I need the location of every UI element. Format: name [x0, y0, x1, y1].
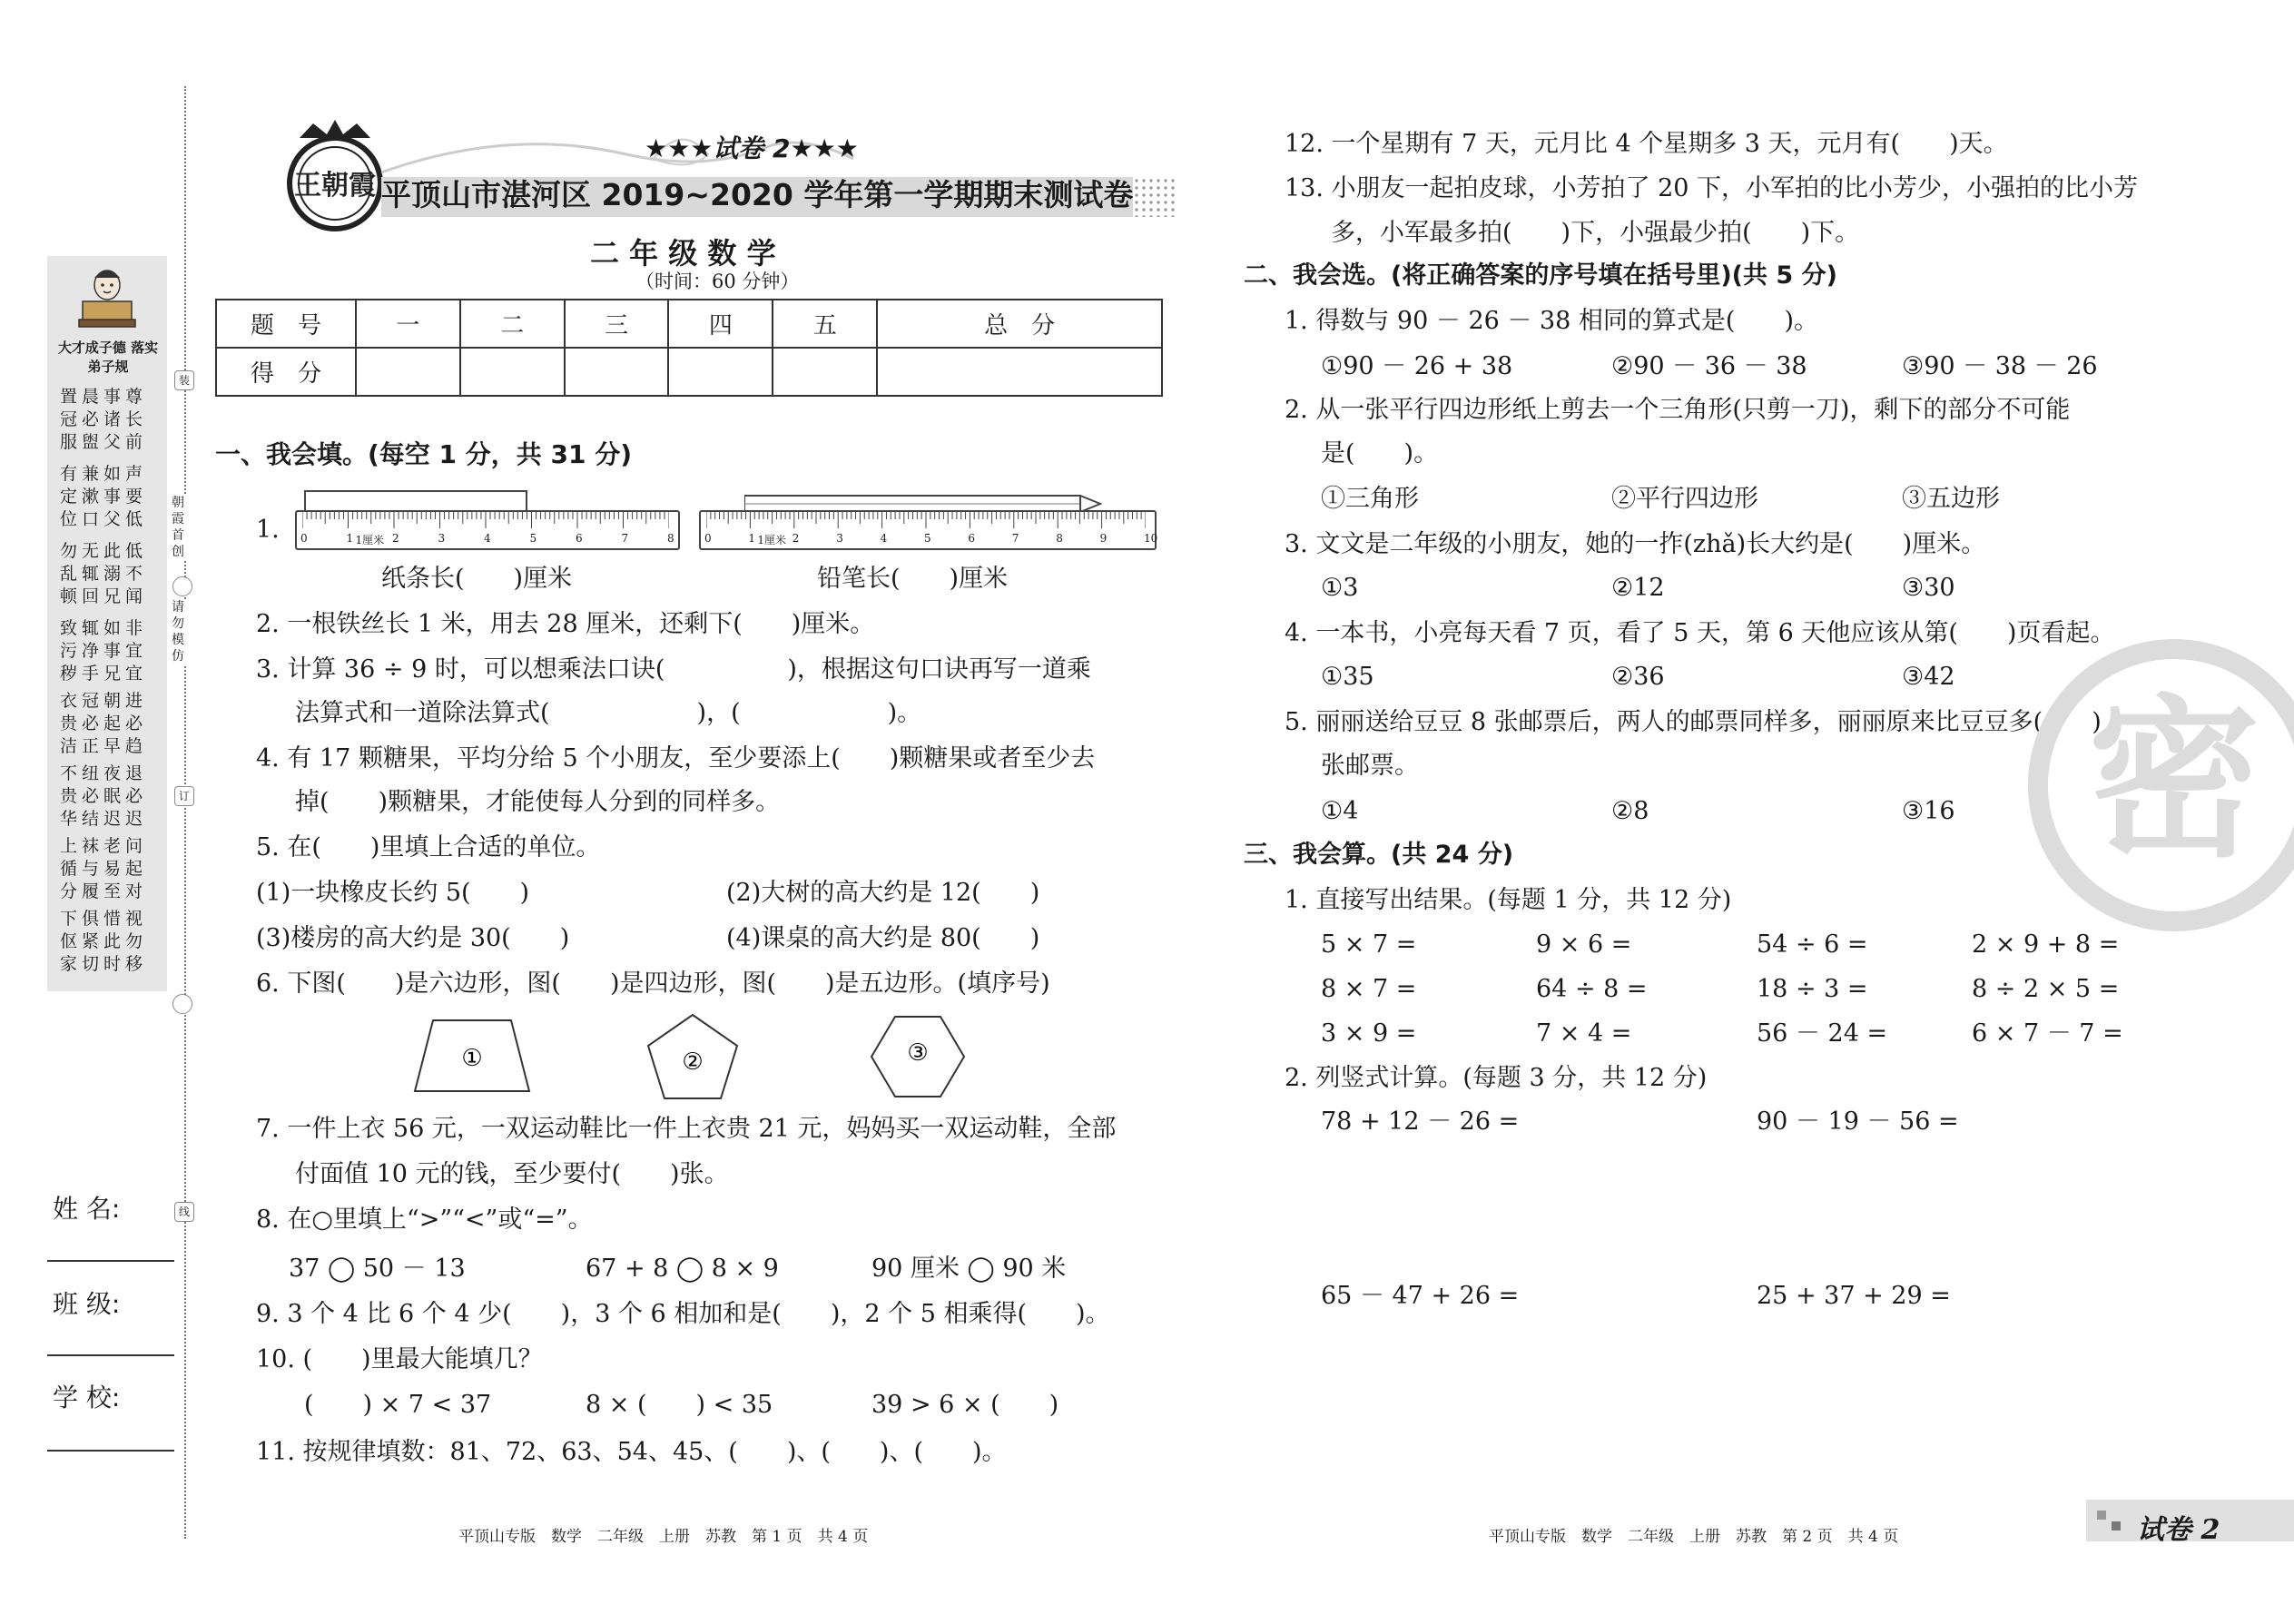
series-label: ★★★试卷 2★★★	[645, 133, 859, 163]
s2-q2-line2: 是( )。	[1321, 439, 1439, 468]
q5-item: (2)大树的高大约是 12( )	[726, 879, 1040, 907]
calc-item: 2 × 9 + 8 =	[1972, 930, 2120, 959]
s2-q5-option: ①4	[1321, 797, 1359, 825]
s2-q2-option: ①三角形	[1321, 485, 1419, 513]
q1-pencil-answer: 铅笔长( )厘米	[817, 565, 1009, 593]
s2-q2-line1: 2. 从一张平行四边形纸上剪去一个三角形(只剪一刀)，剩下的部分不可能	[1285, 396, 2071, 424]
binding-dotted-line	[184, 86, 186, 1539]
s2-q1-option: ③90 － 38 － 26	[1902, 352, 2098, 380]
section-3-heading: 三、我会算。(共 24 分)	[1244, 841, 1514, 869]
ruler-number: 0	[300, 532, 308, 545]
s2-q1-option: ①90 － 26 + 38	[1321, 352, 1513, 380]
badge-square	[2097, 1511, 2106, 1520]
s2-q5-option: ③16	[1902, 797, 1955, 825]
badge-square	[2112, 1521, 2121, 1530]
calc-item: 8 × 7 =	[1321, 975, 1417, 1003]
score-table	[215, 299, 1163, 397]
secret-stamp-watermark	[2024, 635, 2294, 935]
s2-q5-option: ②8	[1611, 797, 1649, 825]
s3-q2: 2. 列竖式计算。(每题 3 分，共 12 分)	[1285, 1064, 1708, 1092]
sidebar-text-block: 有兼如声 定漱事要 位口父低	[60, 464, 148, 529]
shape-label: ③	[907, 1039, 929, 1067]
q1-number: 1.	[256, 516, 280, 544]
title-ribbon-dots	[1133, 177, 1178, 217]
q12: 12. 一个星期有 7 天，元月比 4 个星期多 3 天，元月有( )天。	[1285, 130, 2008, 158]
q3-line1: 3. 计算 36 ÷ 9 时，可以想乘法口诀( )，根据这句口诀再写一道乘	[256, 655, 1091, 684]
page-footer-right: 平顶山专版 数学 二年级 上册 苏教 第 2 页 共 4 页	[1489, 1528, 1899, 1546]
sidebar-text-block: 致辄如非 污净事宜 秽手兄宜	[60, 618, 148, 684]
q8: 8. 在○里填上“>”“<”或“=”。	[256, 1206, 593, 1234]
q10-item: 39 > 6 × ( )	[871, 1391, 1059, 1419]
calc-item: 3 × 9 =	[1321, 1019, 1417, 1048]
class-field-label: 班 级:	[53, 1289, 121, 1319]
sidebar-text-block: 衣冠朝进 贵必起必 洁正早趋	[60, 691, 148, 756]
sidebar-text-block: 不纽夜退 贵必眠必 华结迟迟	[60, 763, 148, 829]
ruler-number: 1	[346, 532, 354, 545]
ruler-ticks	[302, 512, 669, 530]
score-header-cell: 四	[668, 300, 773, 348]
q11: 11. 按规律填数：81、72、63、54、45、( )、( )、( )。	[256, 1438, 1007, 1466]
q5-item: (1)一块橡皮长约 5( )	[256, 879, 530, 907]
time-note: （时间：60 分钟）	[635, 271, 800, 292]
ruler-number: 3	[438, 532, 446, 545]
ruler-number: 3	[836, 532, 843, 545]
q5-item: (3)楼房的高大约是 30( )	[256, 924, 570, 952]
q5-item: (4)课桌的高大约是 80( )	[726, 924, 1040, 952]
ruler-number: 5	[924, 532, 931, 545]
subject-title: 二 年 级 数 学	[590, 236, 776, 271]
ruler-number: 6	[968, 532, 976, 545]
s2-q1-option: ②90 － 36 － 38	[1611, 352, 1807, 380]
q8-item: 90 厘米 ◯ 90 米	[871, 1255, 1067, 1283]
q13-line1: 13. 小朋友一起拍皮球，小芳拍了 20 下，小军拍的比小芳少，小强拍的比小芳	[1285, 174, 2139, 202]
ruler-number: 0	[704, 532, 712, 545]
score-cell[interactable]	[773, 348, 877, 396]
calc-item: 9 × 6 =	[1536, 930, 1632, 959]
binding-note-no-copy: 请勿模仿	[166, 599, 190, 664]
calc-item: 18 ÷ 3 =	[1757, 975, 1868, 1003]
ruler-number: 4	[484, 532, 491, 545]
class-field-line[interactable]	[47, 1354, 174, 1356]
ruler-number: 8	[1056, 532, 1063, 545]
ruler-number: 2	[792, 532, 800, 545]
score-table-header-row	[216, 300, 1162, 348]
binding-mark-xian: 线	[174, 1202, 194, 1222]
name-field-label: 姓 名:	[53, 1194, 121, 1224]
s2-q4-option: ③42	[1902, 663, 1955, 691]
sidebar-text-block: 下俱惜视 伛紧此勿 家切时移	[60, 909, 148, 974]
sidebar-motto: 大才成子德 落实弟子规	[57, 340, 159, 375]
ruler-number: 1	[748, 532, 756, 545]
ruler-pencil	[699, 510, 1157, 550]
q3-line2: 法算式和一道除法算式( )，( )。	[295, 699, 922, 727]
s3-q1: 1. 直接写出结果。(每题 1 分，共 12 分)	[1285, 886, 1732, 914]
binding-note-original: 朝霞首创	[166, 495, 190, 560]
scholar-mascot-icon	[77, 261, 137, 336]
s2-q1: 1. 得数与 90 － 26 － 38 相同的算式是( )。	[1285, 307, 1818, 335]
ruler-number: 8	[667, 532, 674, 545]
calc-item: 54 ÷ 6 =	[1757, 930, 1868, 959]
score-header-cell: 总 分	[877, 300, 1162, 348]
vertical-calc-item: 90 － 19 － 56 =	[1757, 1107, 1959, 1136]
shape-label: ①	[461, 1045, 483, 1072]
ruler-number: 6	[576, 532, 583, 545]
calc-item: 56 － 24 =	[1757, 1019, 1888, 1048]
score-row-label: 得 分	[216, 348, 356, 396]
s2-q3-option: ①3	[1321, 574, 1359, 602]
ruler-number: 7	[621, 532, 629, 545]
s2-q2-option: ③五边形	[1902, 485, 2000, 513]
s2-q2-option: ②平行四边形	[1611, 485, 1758, 513]
exam-title: 平顶山市湛河区 2019~2020 学年第一学期期末测试卷	[381, 177, 1134, 212]
section-1-heading: 一、我会填。(每空 1 分，共 31 分)	[215, 439, 633, 469]
binding-mark-zhuang: 装	[174, 370, 194, 390]
publisher-logo-icon	[281, 118, 389, 236]
s2-q4: 4. 一本书，小亮每天看 7 页，看了 5 天，第 6 天他应该从第( )页看起。	[1285, 619, 2115, 647]
section-2-heading: 二、我会选。(将正确答案的序号填在括号里)(共 5 分)	[1244, 261, 1837, 290]
s2-q3: 3. 文文是二年级的小朋友，她的一拃(zhǎ)长大约是( )厘米。	[1285, 530, 1986, 558]
shape-label: ②	[682, 1048, 704, 1076]
binding-hole	[172, 994, 192, 1014]
ruler-number: 5	[529, 532, 537, 545]
score-header-cell: 三	[565, 300, 669, 348]
vertical-calc-item: 65 － 47 + 26 =	[1321, 1282, 1520, 1310]
ruler-ticks	[706, 512, 1146, 530]
calc-item: 6 × 7 － 7 =	[1972, 1019, 2123, 1048]
q2: 2. 一根铁丝长 1 米，用去 28 厘米，还剩下( )厘米。	[256, 610, 875, 638]
ruler-number: 10	[1144, 532, 1158, 545]
score-header-cell: 二	[460, 300, 565, 348]
hexagon-shape	[870, 1015, 966, 1098]
pentagon-shape	[646, 1013, 739, 1100]
binding-hole	[172, 576, 192, 596]
ruler-unit: 1厘米	[757, 534, 787, 546]
q8-item: 67 + 8 ◯ 8 × 9	[586, 1255, 779, 1283]
score-cell[interactable]	[460, 348, 565, 396]
school-field-label: 学 校:	[53, 1383, 121, 1412]
logo-text: 王朝霞	[294, 170, 376, 202]
q13-line2: 多，小军最多拍( )下，小强最少拍( )下。	[1331, 219, 1860, 247]
trapezoid-shape	[413, 1019, 531, 1093]
calc-item: 5 × 7 =	[1321, 930, 1417, 959]
stamp-character: 密	[2087, 680, 2261, 881]
ruler-number: 7	[1011, 532, 1019, 545]
q7-line1: 7. 一件上衣 56 元，一双运动鞋比一件上衣贵 21 元，妈妈买一双运动鞋，全部	[256, 1115, 1117, 1143]
q6: 6. 下图( )是六边形，图( )是四边形，图( )是五边形。(填序号)	[256, 969, 1050, 998]
ruler-paper	[295, 510, 680, 550]
q4-line2: 掉( )颗糖果，才能使每人分到的同样多。	[295, 788, 781, 816]
q4-line1: 4. 有 17 颗糖果，平均分给 5 个小朋友，至少要添上( )颗糖果或者至少去	[256, 744, 1096, 773]
calc-item: 7 × 4 =	[1536, 1019, 1632, 1048]
sidebar-text-block: 勿无此低 乱辄溺不 顿回兄闻	[60, 541, 148, 606]
page-footer-left: 平顶山专版 数学 二年级 上册 苏教 第 1 页 共 4 页	[458, 1528, 869, 1546]
q7-line2: 付面值 10 元的钱，至少要付( )张。	[295, 1160, 729, 1188]
score-cell[interactable]	[356, 348, 460, 396]
score-table-score-row	[216, 348, 1162, 396]
q8-item: 37 ◯ 50 － 13	[289, 1255, 466, 1283]
q1-paper-answer: 纸条长( )厘米	[381, 565, 573, 593]
paper-badge-label: 试卷 2	[2137, 1514, 2220, 1546]
s2-q3-option: ②12	[1611, 574, 1665, 602]
score-cell[interactable]	[668, 348, 773, 396]
q10: 10. ( )里最大能填几？	[256, 1345, 543, 1373]
ruler-number: 4	[880, 532, 888, 545]
q10-item: 8 × ( ) < 35	[586, 1391, 773, 1419]
q10-item: ( ) × 7 < 37	[304, 1391, 492, 1419]
score-header-cell: 五	[773, 300, 877, 348]
score-cell[interactable]	[877, 348, 1162, 396]
vertical-calc-item: 25 + 37 + 29 =	[1757, 1282, 1951, 1310]
score-header-cell: 一	[356, 300, 460, 348]
score-header-cell: 题 号	[216, 300, 356, 348]
calc-item: 8 ÷ 2 × 5 =	[1972, 975, 2120, 1003]
ruler-unit: 1厘米	[355, 534, 385, 546]
s2-q5-line1: 5. 丽丽送给豆豆 8 张邮票后，两人的邮票同样多，丽丽原来比豆豆多( )	[1285, 708, 2102, 736]
sidebar-text-block: 置晨事尊 冠必诸长 服盥父前	[60, 387, 148, 452]
q5: 5. 在( )里填上合适的单位。	[256, 833, 601, 861]
s2-q4-option: ②36	[1611, 663, 1665, 691]
ruler-number: 9	[1099, 532, 1108, 545]
score-cell[interactable]	[565, 348, 669, 396]
name-field-line[interactable]	[47, 1260, 174, 1262]
school-field-line[interactable]	[47, 1450, 174, 1452]
q9: 9. 3 个 4 比 6 个 4 少( )，3 个 6 相加和是( )，2 个 5 相乘得( )。	[256, 1300, 1110, 1328]
ruler-number: 2	[392, 532, 399, 545]
calc-item: 64 ÷ 8 =	[1536, 975, 1648, 1003]
binding-mark-ding: 订	[174, 786, 194, 806]
s2-q5-line2: 张邮票。	[1321, 752, 1419, 780]
vertical-calc-item: 78 + 12 － 26 =	[1321, 1107, 1520, 1136]
s2-q3-option: ③30	[1902, 574, 1955, 602]
s2-q4-option: ①35	[1321, 663, 1374, 691]
sidebar-text-block: 上袜老问 循与易起 分履至对	[60, 836, 148, 901]
